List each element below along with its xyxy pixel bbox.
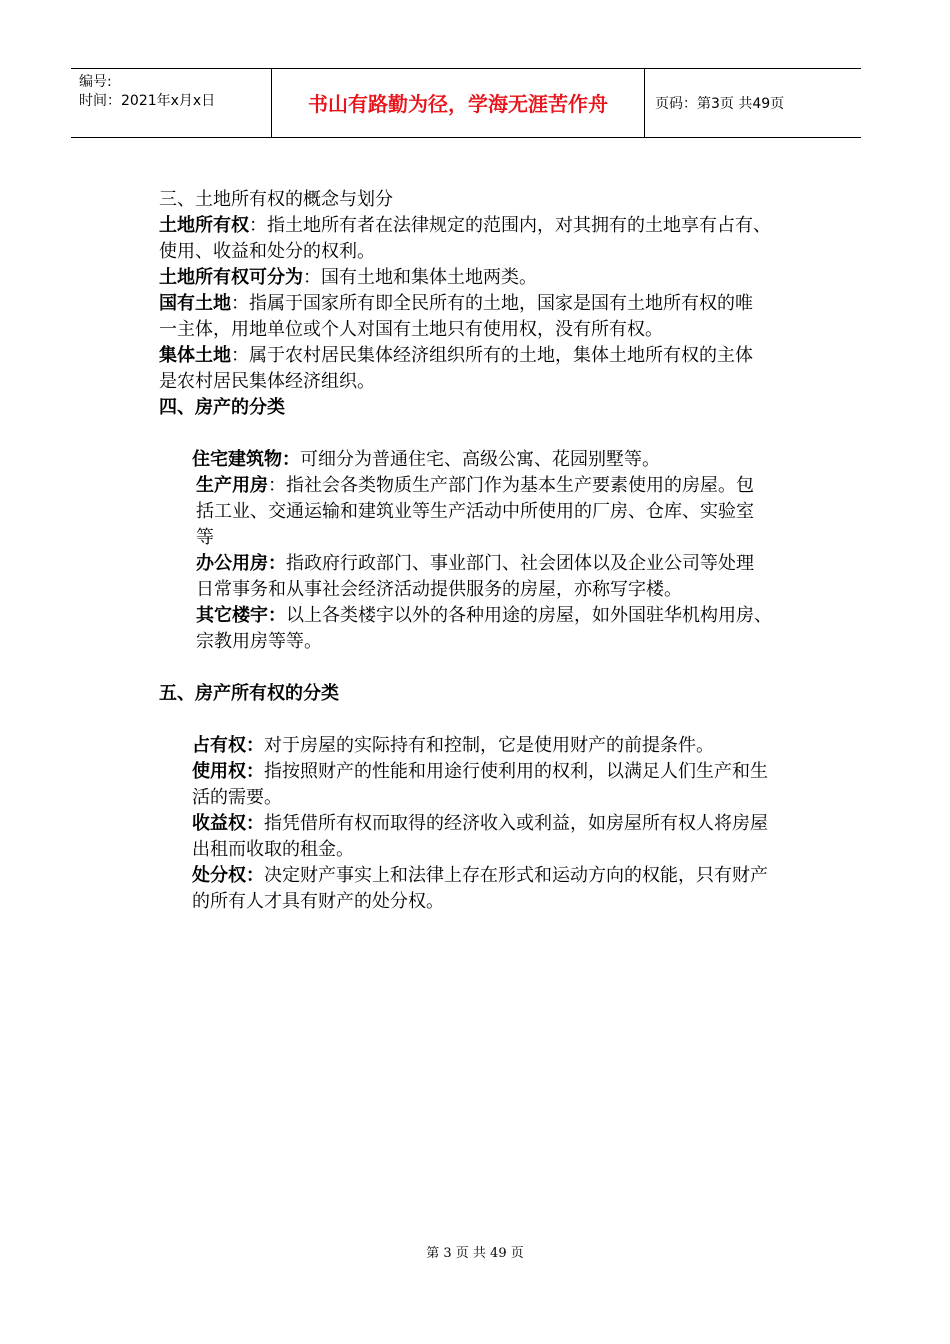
paragraph-collective-land: 集体土地：属于农村居民集体经济组织所有的土地，集体土地所有权的主体 [159, 345, 753, 366]
paragraph-line: 的所有人才具有财产的处分权。 [192, 891, 444, 912]
section-4-heading: 四、房产的分类 [159, 397, 285, 418]
term-land-ownership: 土地所有权 [159, 215, 249, 236]
header-right-cell [645, 69, 861, 137]
term-disposal-right: 处分权： [192, 865, 264, 886]
section-3-heading: 三、土地所有权的概念与划分 [159, 189, 393, 210]
term-office: 办公用房： [196, 553, 286, 574]
term-residential: 住宅建筑物： [192, 449, 300, 470]
item-use-right: 使用权：指按照财产的性能和用途行使利用的权利，以满足人们生产和生 [192, 761, 768, 782]
document-date-label: 时间：2021年x月x日 [79, 93, 216, 109]
term-income-right: 收益权： [192, 813, 264, 834]
header-left-cell [71, 69, 271, 137]
paragraph-state-land: 国有土地：指属于国家所有即全民所有的土地，国家是国有土地所有权的唯 [159, 293, 753, 314]
item-other-buildings: 其它楼宇：以上各类楼宇以外的各种用途的房屋，如外国驻华机构用房、 [196, 605, 772, 626]
item-office: 办公用房：指政府行政部门、事业部门、社会团体以及企业公司等处理 [196, 553, 754, 574]
paragraph-line: 活的需要。 [192, 787, 282, 808]
document-number-label: 编号: [79, 74, 112, 90]
term-possession-right: 占有权： [192, 735, 264, 756]
item-residential: 住宅建筑物：可细分为普通住宅、高级公寓、花园别墅等。 [192, 449, 660, 470]
paragraph-line: 一主体，用地单位或个人对国有土地只有使用权，没有所有权。 [159, 319, 663, 340]
paragraph-line: 使用、收益和处分的权利。 [159, 241, 375, 262]
paragraph-land-ownership: 土地所有权：指土地所有者在法律规定的范围内，对其拥有的土地享有占有、 [159, 215, 771, 236]
paragraph-line: 日常事务和从事社会经济活动提供服务的房屋，亦称写字楼。 [196, 579, 682, 600]
page-footer: 第 3 页 共 49 页 [426, 1246, 524, 1261]
paragraph-land-division: 土地所有权可分为：国有土地和集体土地两类。 [159, 267, 537, 288]
item-income-right: 收益权：指凭借所有权而取得的经济收入或利益，如房屋所有权人将房屋 [192, 813, 768, 834]
item-disposal-right: 处分权：决定财产事实上和法律上存在形式和运动方向的权能，只有财产 [192, 865, 768, 886]
header-motto-cell [271, 69, 645, 137]
section-5-heading: 五、房产所有权的分类 [159, 683, 339, 704]
paragraph-line: 括工业、交通运输和建筑业等生产活动中所使用的厂房、仓库、实验室 [196, 501, 754, 522]
term-collective-land: 集体土地 [159, 345, 231, 366]
term-other-buildings: 其它楼宇： [196, 605, 286, 626]
item-possession-right: 占有权：对于房屋的实际持有和控制，它是使用财产的前提条件。 [192, 735, 714, 756]
paragraph-line: 是农村居民集体经济组织。 [159, 371, 375, 392]
item-production: 生产用房：指社会各类物质生产部门作为基本生产要素使用的房屋。包 [196, 475, 754, 496]
page-header [71, 68, 861, 138]
header-motto: 书山有路勤为径，学海无涯苦作舟 [308, 92, 608, 116]
term-production: 生产用房 [196, 475, 268, 496]
term-land-division: 土地所有权可分为 [159, 267, 303, 288]
term-use-right: 使用权： [192, 761, 264, 782]
paragraph-line: 等 [196, 527, 214, 548]
paragraph-line: 宗教用房等等。 [196, 631, 322, 652]
term-state-land: 国有土地 [159, 293, 231, 314]
header-page-label: 页码：第3页 共49页 [655, 96, 785, 112]
paragraph-line: 出租而收取的租金。 [192, 839, 354, 860]
